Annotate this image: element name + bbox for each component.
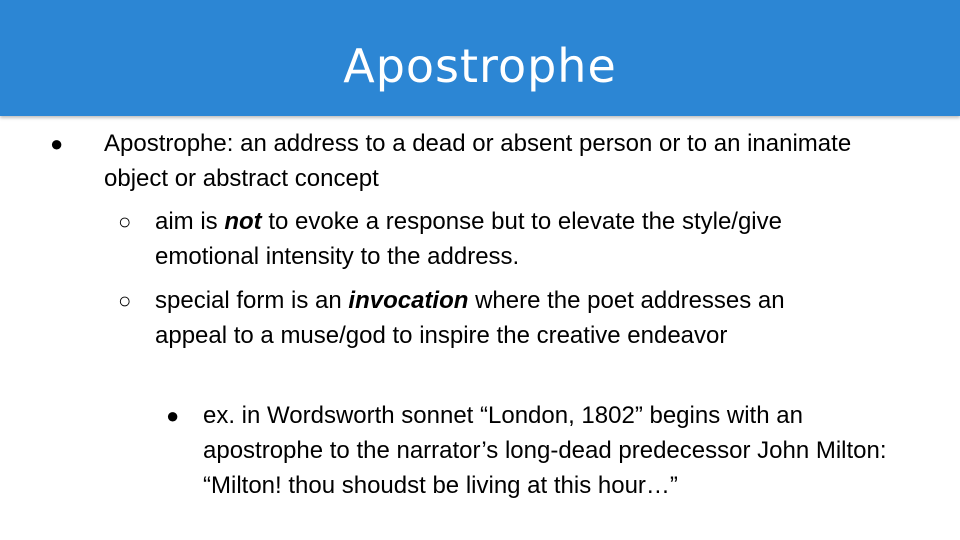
- invocation-text: [155, 283, 855, 353]
- title-bar: [0, 0, 960, 116]
- bullet-level-1: ●: [50, 131, 64, 156]
- aim-text: [155, 204, 855, 274]
- slide-body: [0, 116, 960, 540]
- bullet-level-2: ○: [118, 209, 132, 234]
- invocation-text-end: where the poet addresses an appeal to a muse/god to inspire the creative endeavor: [155, 287, 785, 349]
- bullet-level-3: ●: [166, 403, 180, 428]
- aim-emphasis: not: [224, 208, 262, 235]
- invocation-text-start: special form is an: [155, 287, 349, 314]
- definition-text: Apostrophe: an address to a dead or absent person or to an inanimate object or abstract concept: [104, 130, 852, 192]
- aim-text-start: aim is: [155, 208, 225, 235]
- aim-text-end: to evoke a response but to elevate the style/give emotional intensity to the address.: [155, 208, 782, 270]
- bullet-level-2: ○: [118, 288, 132, 313]
- invocation-emphasis: invocation: [348, 287, 469, 314]
- slide-title: Apostrophe: [343, 39, 617, 93]
- example-text: ex. in Wordsworth sonnet “London, 1802” begins with an apostrophe to the narrator’s long-dead predecessor John Milton: “Milton! thou shoudst be living at this hour…”: [203, 402, 887, 499]
